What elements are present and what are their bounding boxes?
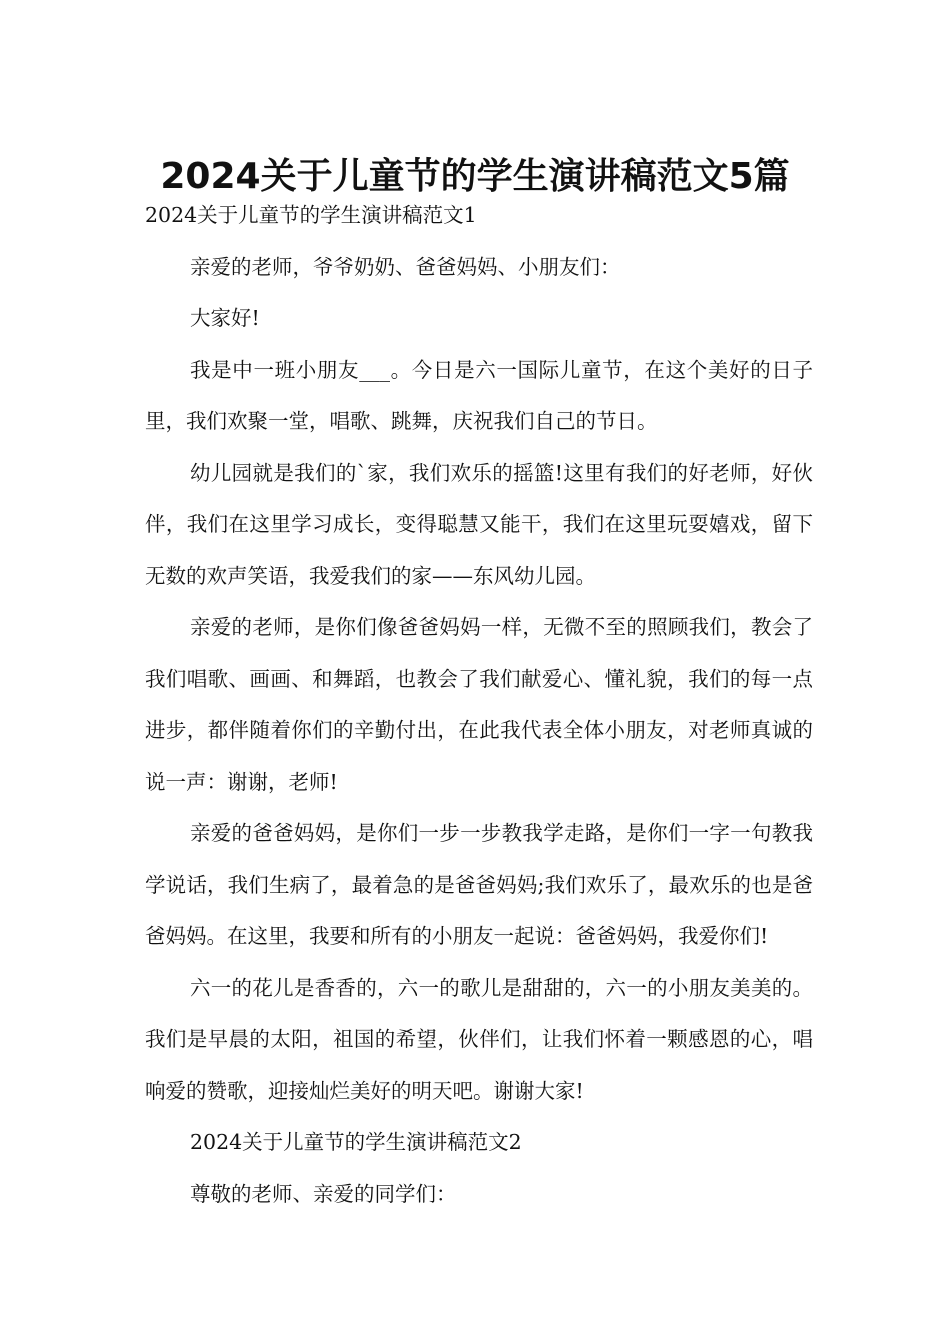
body-paragraph: 亲爱的老师，是你们像爸爸妈妈一样，无微不至的照顾我们，教会了我们唱歌、画画、和舞蹈，也教会了我们献爱心、懂礼貌，我们的每一点进步，都伴随着你们的辛勤付出，在此我代表全体小朋友，对老师真诚的说一声：谢谢，老师! [145, 615, 813, 794]
salutation: 亲爱的老师，爷爷奶奶、爸爸妈妈、小朋友们： [190, 254, 621, 279]
document-title: 2024关于儿童节的学生演讲稿范文5篇 [160, 156, 790, 198]
section-heading: 2024关于儿童节的学生演讲稿范文2 [190, 1130, 522, 1154]
body-paragraph: 幼儿园就是我们的`家，我们欢乐的摇篮!这里有我们的好老师，好伙伴，我们在这里学习成长，变得聪慧又能干，我们在这里玩耍嬉戏，留下无数的欢声笑语，我爱我们的家——东风幼儿园。 [145, 460, 813, 588]
body-paragraph: 我是中一班小朋友___。今日是六一国际儿童节，在这个美好的日子里，我们欢聚一堂，唱歌、跳舞，庆祝我们自己的节日。 [145, 357, 813, 433]
salutation: 尊敬的老师、亲爱的同学们： [190, 1181, 457, 1206]
greeting: 大家好! [190, 306, 260, 330]
body-paragraph: 亲爱的爸爸妈妈，是你们一步一步教我学走路，是你们一字一句教我学说话，我们生病了，最着急的是爸爸妈妈;我们欢乐了，最欢乐的也是爸爸妈妈。在这里，我要和所有的小朋友一起说：爸爸妈妈，我爱你们! [145, 821, 813, 948]
section-heading: 2024关于儿童节的学生演讲稿范文1 [145, 203, 477, 227]
document-body [145, 190, 813, 1220]
body-paragraph: 六一的花儿是香香的，六一的歌儿是甜甜的，六一的小朋友美美的。我们是早晨的太阳，祖国的希望，伙伴们，让我们怀着一颗感恩的心，唱响爱的赞歌，迎接灿烂美好的明天吧。谢谢大家! [145, 975, 813, 1103]
